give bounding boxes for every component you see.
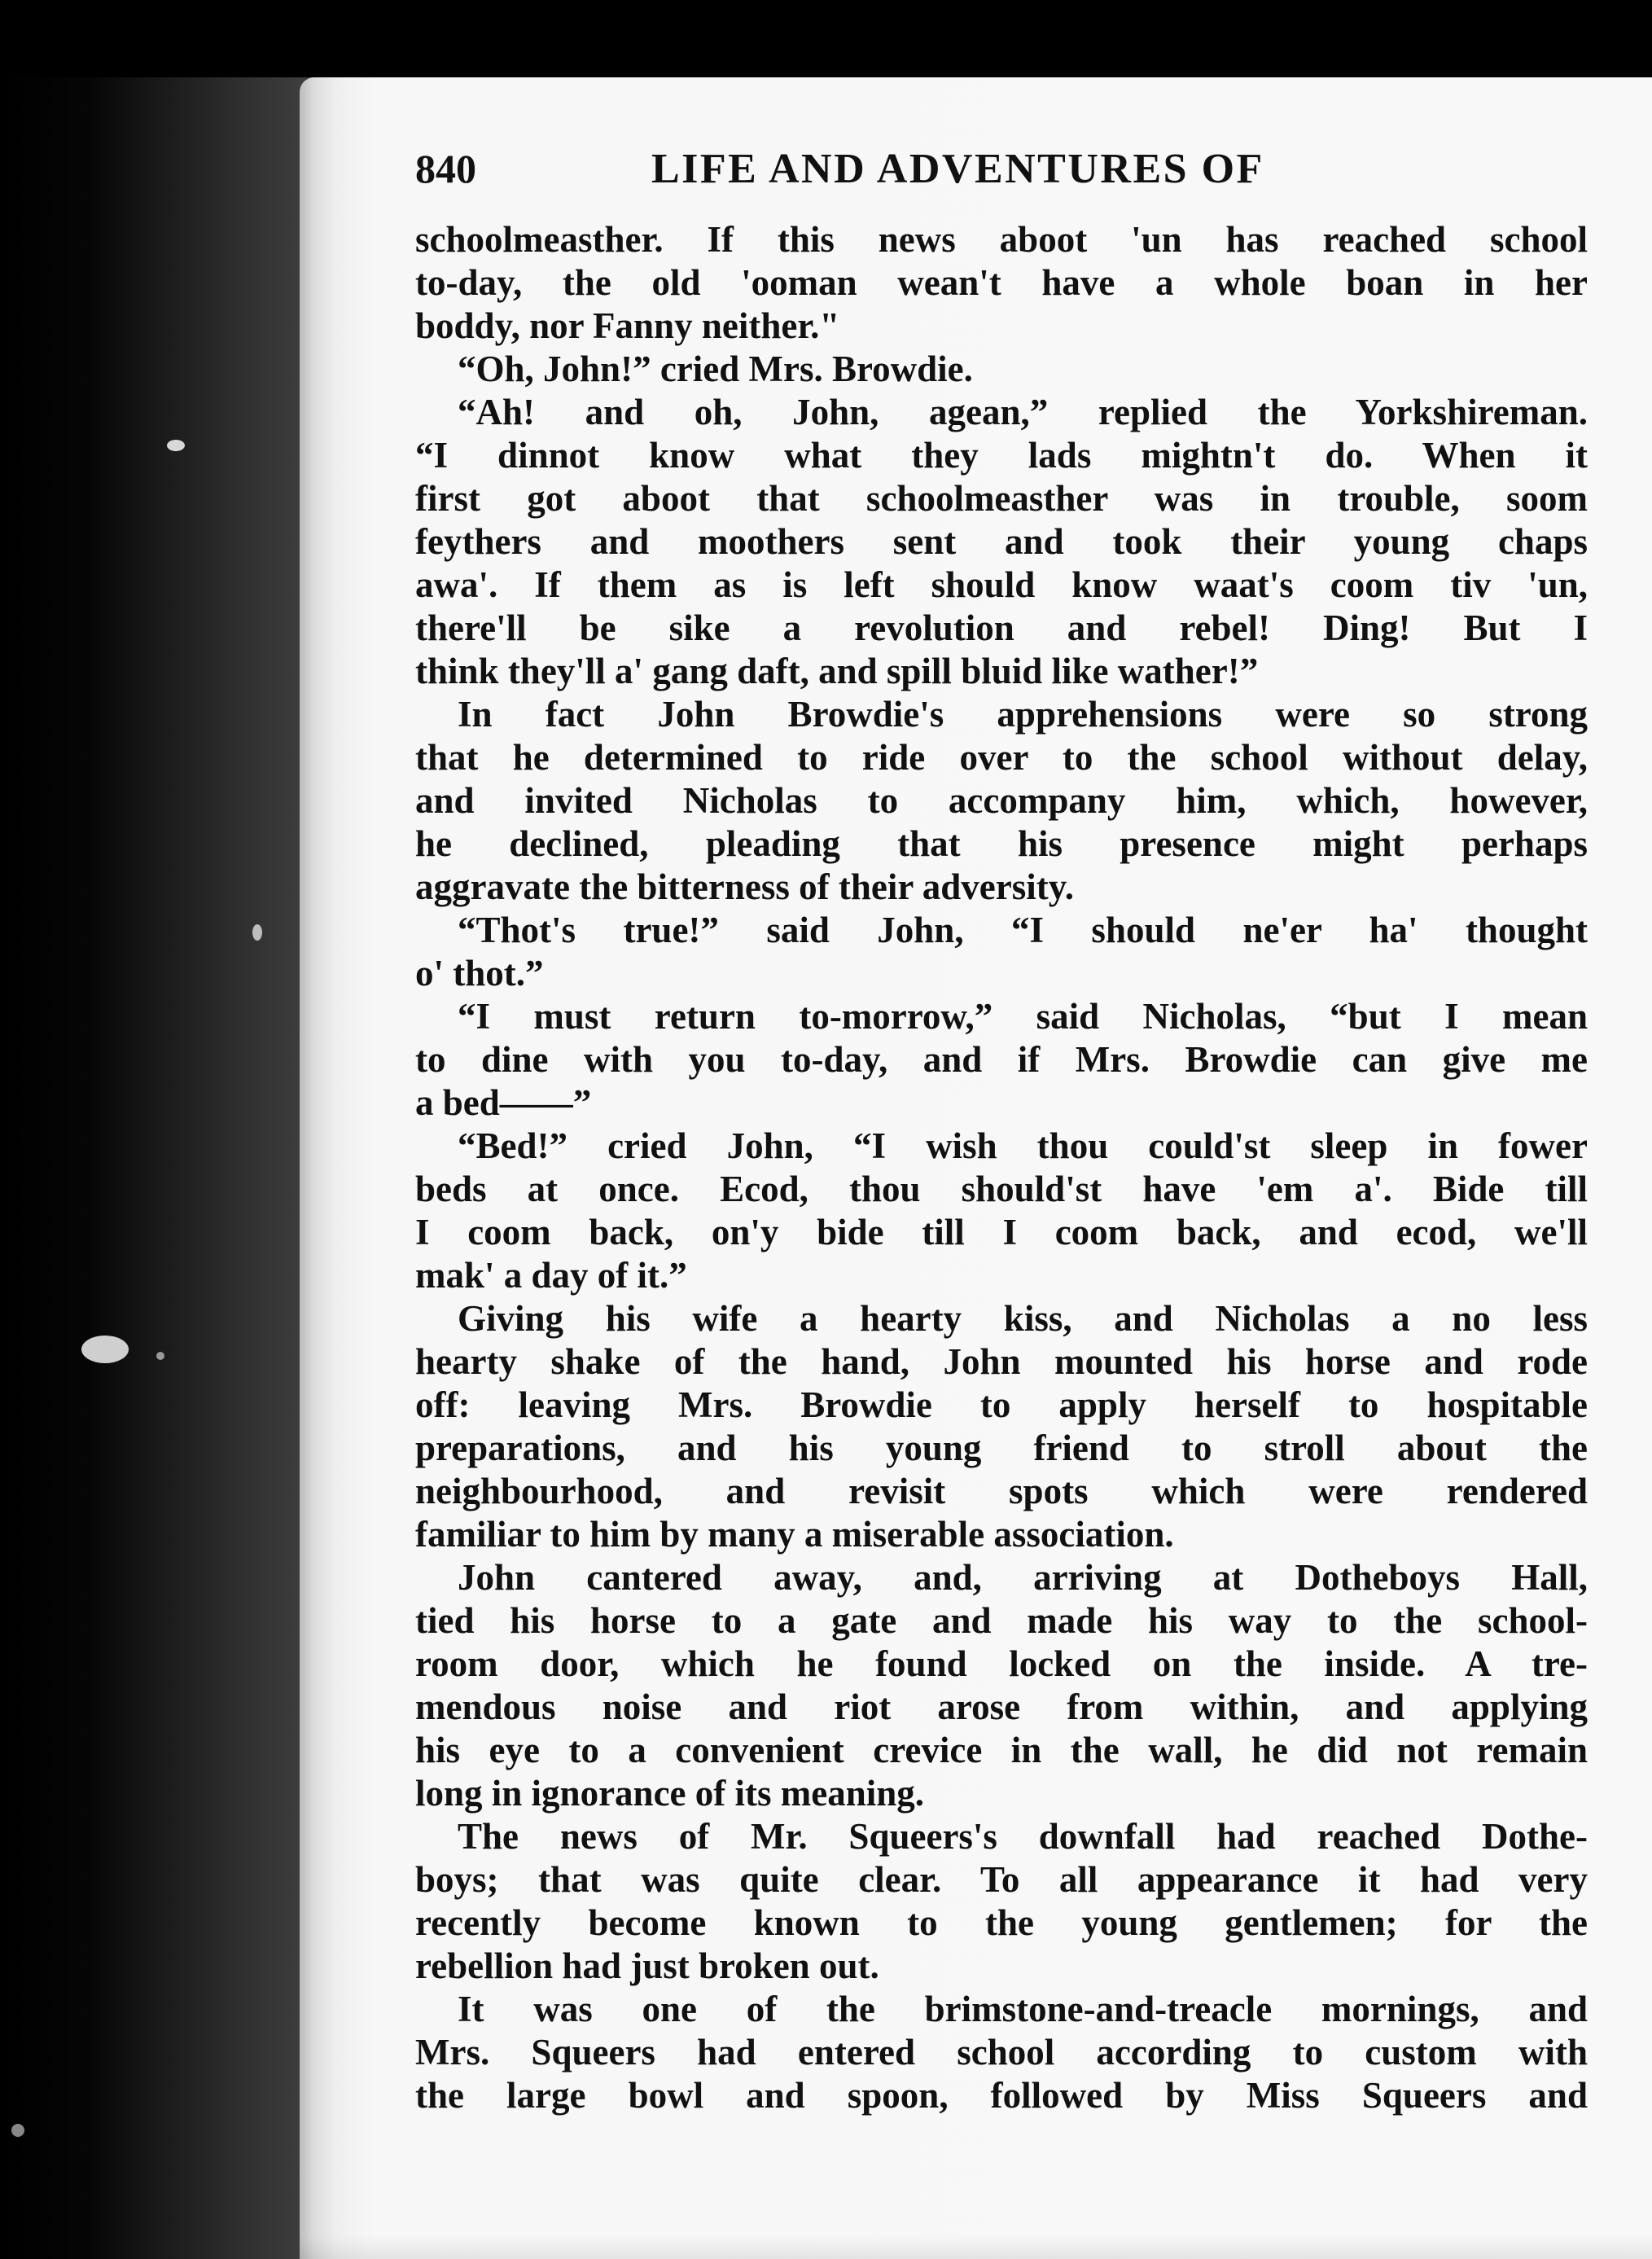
text-line: rebellion had just broken out. xyxy=(415,1945,879,1986)
text-line: “Bed!” cried John, “I wish thou could'st sleep in fower xyxy=(458,1125,1588,1166)
text-line: recently become known to the young gentlemen; for the xyxy=(415,1902,1588,1943)
text-line: preparations, and his young friend to stroll about the xyxy=(415,1428,1588,1468)
paper-speck xyxy=(252,924,262,941)
text-line: neighbourhood, and revisit spots which were rendered xyxy=(415,1471,1588,1511)
text-line: Mrs. Squeers had entered school according to custom with xyxy=(415,2032,1588,2073)
paper-speck xyxy=(81,1336,129,1363)
text-line: long in ignorance of its meaning. xyxy=(415,1773,925,1814)
text-line: “Thot's true!” said John, “I should ne'er ha' thought xyxy=(458,910,1588,950)
text-line: tied his horse to a gate and made his way to the school- xyxy=(415,1600,1588,1641)
paper-speck xyxy=(156,1352,164,1360)
text-line: I coom back, on'y bide till I coom back, and ecod, we'll xyxy=(415,1212,1588,1252)
text-line: John cantered away, and, arriving at Dotheboys Hall, xyxy=(458,1557,1588,1598)
body-text xyxy=(415,218,1588,2117)
text-line: feythers and moothers sent and took their young chaps xyxy=(415,521,1588,562)
text-line: mak' a day of it.” xyxy=(415,1255,687,1296)
text-line: there'll be sike a revolution and rebel! Ding! But I xyxy=(415,608,1588,648)
text-line: the large bowl and spoon, followed by Miss Squeers and xyxy=(415,2075,1588,2116)
text-line: The news of Mr. Squeers's downfall had reached Dothe- xyxy=(458,1816,1588,1857)
text-line: hearty shake of the hand, John mounted his horse and rode xyxy=(415,1341,1588,1382)
text-line: off: leaving Mrs. Browdie to apply herself to hospitable xyxy=(415,1384,1588,1425)
text-line: and invited Nicholas to accompany him, which, however, xyxy=(415,780,1588,821)
text-line: “I dinnot know what they lads mightn't do. When it xyxy=(415,435,1588,476)
top-dark-border xyxy=(0,0,1652,77)
text-line: beds at once. Ecod, thou should'st have 'em a'. Bide till xyxy=(415,1169,1588,1209)
text-line: first got aboot that schoolmeasther was in trouble, soom xyxy=(415,478,1588,519)
text-line: “Oh, John!” cried Mrs. Browdie. xyxy=(458,349,973,389)
text-line: he declined, pleading that his presence might perhaps xyxy=(415,823,1588,864)
running-title: LIFE AND ADVENTURES OF xyxy=(651,146,1264,192)
text-line: boddy, nor Fanny neither." xyxy=(415,305,840,346)
text-line: boys; that was quite clear. To all appearance it had very xyxy=(415,1859,1588,1900)
text-line: a bed——” xyxy=(415,1082,592,1123)
text-line: to dine with you to-day, and if Mrs. Browdie can give me xyxy=(415,1039,1588,1080)
text-line: think they'll a' gang daft, and spill bluid like wather!” xyxy=(415,651,1259,691)
text-line: o' thot.” xyxy=(415,953,544,994)
text-line: awa'. If them as is left should know waat's coom tiv 'un, xyxy=(415,564,1588,605)
text-line: that he determined to ride over to the school without delay, xyxy=(415,737,1588,778)
text-line: to-day, the old 'ooman wean't have a whole boan in her xyxy=(415,262,1588,303)
text-line: “I must return to-morrow,” said Nicholas, “but I mean xyxy=(458,996,1588,1037)
paper-speck xyxy=(167,440,185,451)
text-line: Giving his wife a hearty kiss, and Nicholas a no less xyxy=(458,1298,1588,1339)
page-bottom-shade xyxy=(300,2235,1652,2259)
text-line: schoolmeasther. If this news aboot 'un has reached school xyxy=(415,219,1588,260)
text-line: In fact John Browdie's apprehensions were so strong xyxy=(458,694,1588,735)
text-line: “Ah! and oh, John, agean,” replied the Yorkshireman. xyxy=(458,392,1588,432)
page-number: 840 xyxy=(415,146,476,191)
text-line: mendous noise and riot arose from within, and applying xyxy=(415,1687,1588,1727)
text-line: aggravate the bitterness of their adversity. xyxy=(415,866,1075,907)
text-line: It was one of the brimstone-and-treacle mornings, and xyxy=(458,1989,1588,2029)
text-line: familiar to him by many a miserable association. xyxy=(415,1514,1174,1555)
text-line: room door, which he found locked on the inside. A tre- xyxy=(415,1643,1588,1684)
paper-speck xyxy=(11,2124,24,2137)
book-spine-shadow xyxy=(0,0,326,2259)
page-header xyxy=(415,145,1588,202)
text-line: his eye to a convenient crevice in the wall, he did not remain xyxy=(415,1730,1588,1770)
